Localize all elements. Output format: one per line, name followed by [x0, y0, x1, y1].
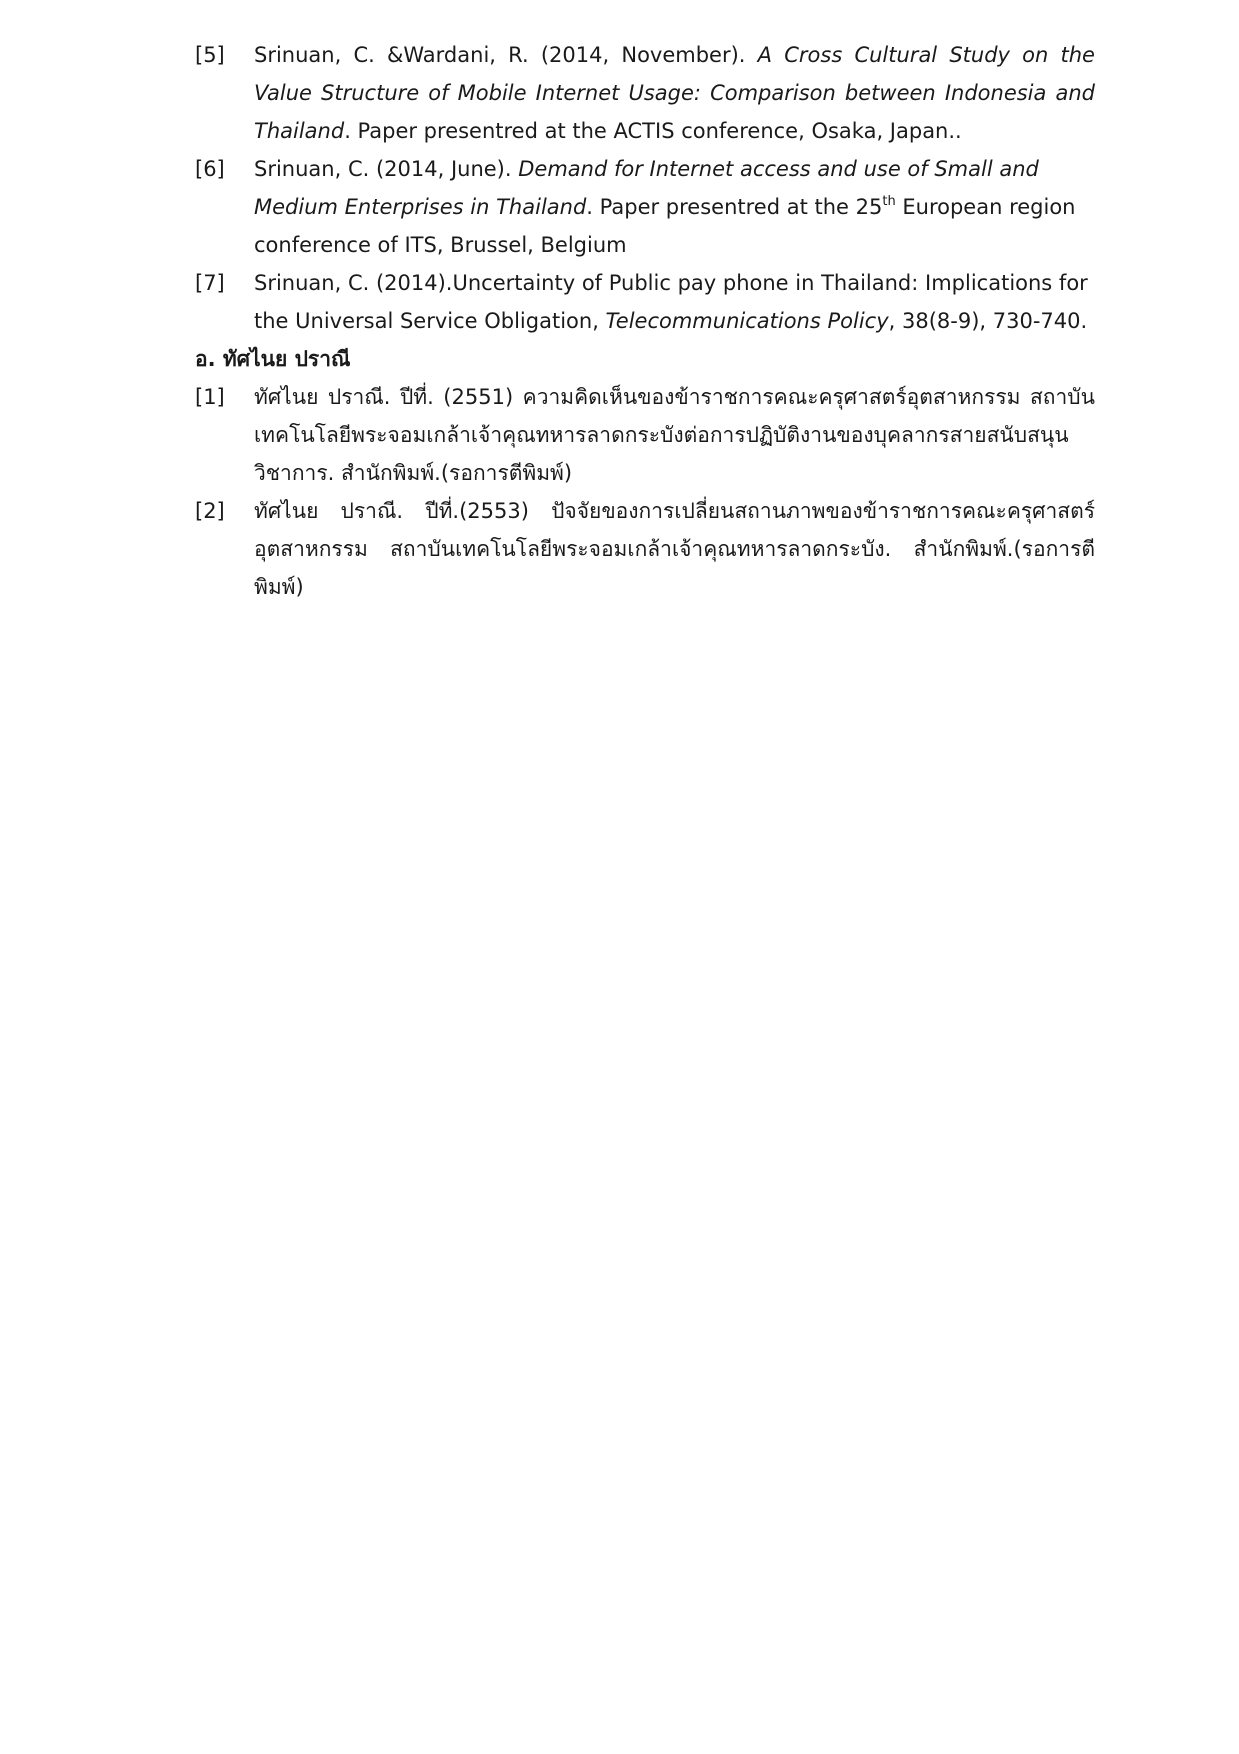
reference-venue-rest: European region conference of ITS, Brussel, Belgium — [254, 195, 1076, 257]
reference-item — [195, 378, 1095, 492]
reference-number: [5] — [195, 43, 225, 67]
reference-text: ทัศไนย ปราณี. ปีที่.(2553) ปัจจัยของการเปลี่ยนสถานภาพของข้าราชการคณะครุศาสตร์อุตสาหกรรม สถาบันเทคโนโลยีพระจอมเกล้าเจ้าคุณทหารลาดกระบัง. สำนักพิมพ์.(รอการตีพิมพ์) — [254, 499, 1095, 599]
reference-number: [2] — [195, 499, 225, 523]
reference-title: A Cross Cultural Study on the Value Structure of Mobile Internet Usage: Comparison between Indonesia and Thailand — [254, 43, 1095, 143]
reference-authors: Srinuan, C. (2014, June). — [254, 157, 519, 181]
reference-title: Demand for Internet access and use of Small and Medium Enterprises in Thailand — [254, 157, 1039, 219]
reference-text: ทัศไนย ปราณี. ปีที่. (2551) ความคิดเห็นของข้าราชการคณะครุศาสตร์อุตสาหกรรม สถาบันเทคโนโลยีพระจอมเกล้าเจ้าคุณทหารลาดกระบังต่อการปฏิบัติงานของบุคลากรสายสนับสนุนวิชาการ. สำนักพิมพ์.(รอการตีพิมพ์) — [254, 385, 1095, 485]
reference-item — [195, 264, 1095, 340]
reference-item — [195, 492, 1095, 606]
reference-number: [1] — [195, 385, 225, 409]
reference-item — [195, 150, 1095, 264]
author-heading: อ. ทัศไนย ปราณี — [195, 347, 351, 371]
reference-volume: , 38(8-9), 730-740. — [888, 309, 1088, 333]
reference-number: [6] — [195, 157, 225, 181]
reference-number: [7] — [195, 271, 225, 295]
reference-text — [254, 36, 1095, 150]
reference-item — [195, 36, 1095, 150]
reference-venue: . Paper presentred at the ACTIS conference, Osaka, Japan.. — [344, 119, 962, 143]
reference-text — [254, 264, 1095, 340]
reference-list — [195, 36, 1095, 606]
reference-authors: Srinuan, C. &Wardani, R. (2014, November). — [254, 43, 758, 67]
reference-text — [254, 150, 1095, 264]
reference-journal: Telecommunications Policy — [605, 309, 889, 333]
ordinal-superscript: th — [882, 194, 896, 209]
reference-venue: . Paper presentred at the 25 — [586, 195, 883, 219]
reference-authors: Srinuan, C. (2014).Uncertainty of Public pay phone in Thailand: Implications for the Universal Service Obligation, — [254, 271, 1088, 333]
